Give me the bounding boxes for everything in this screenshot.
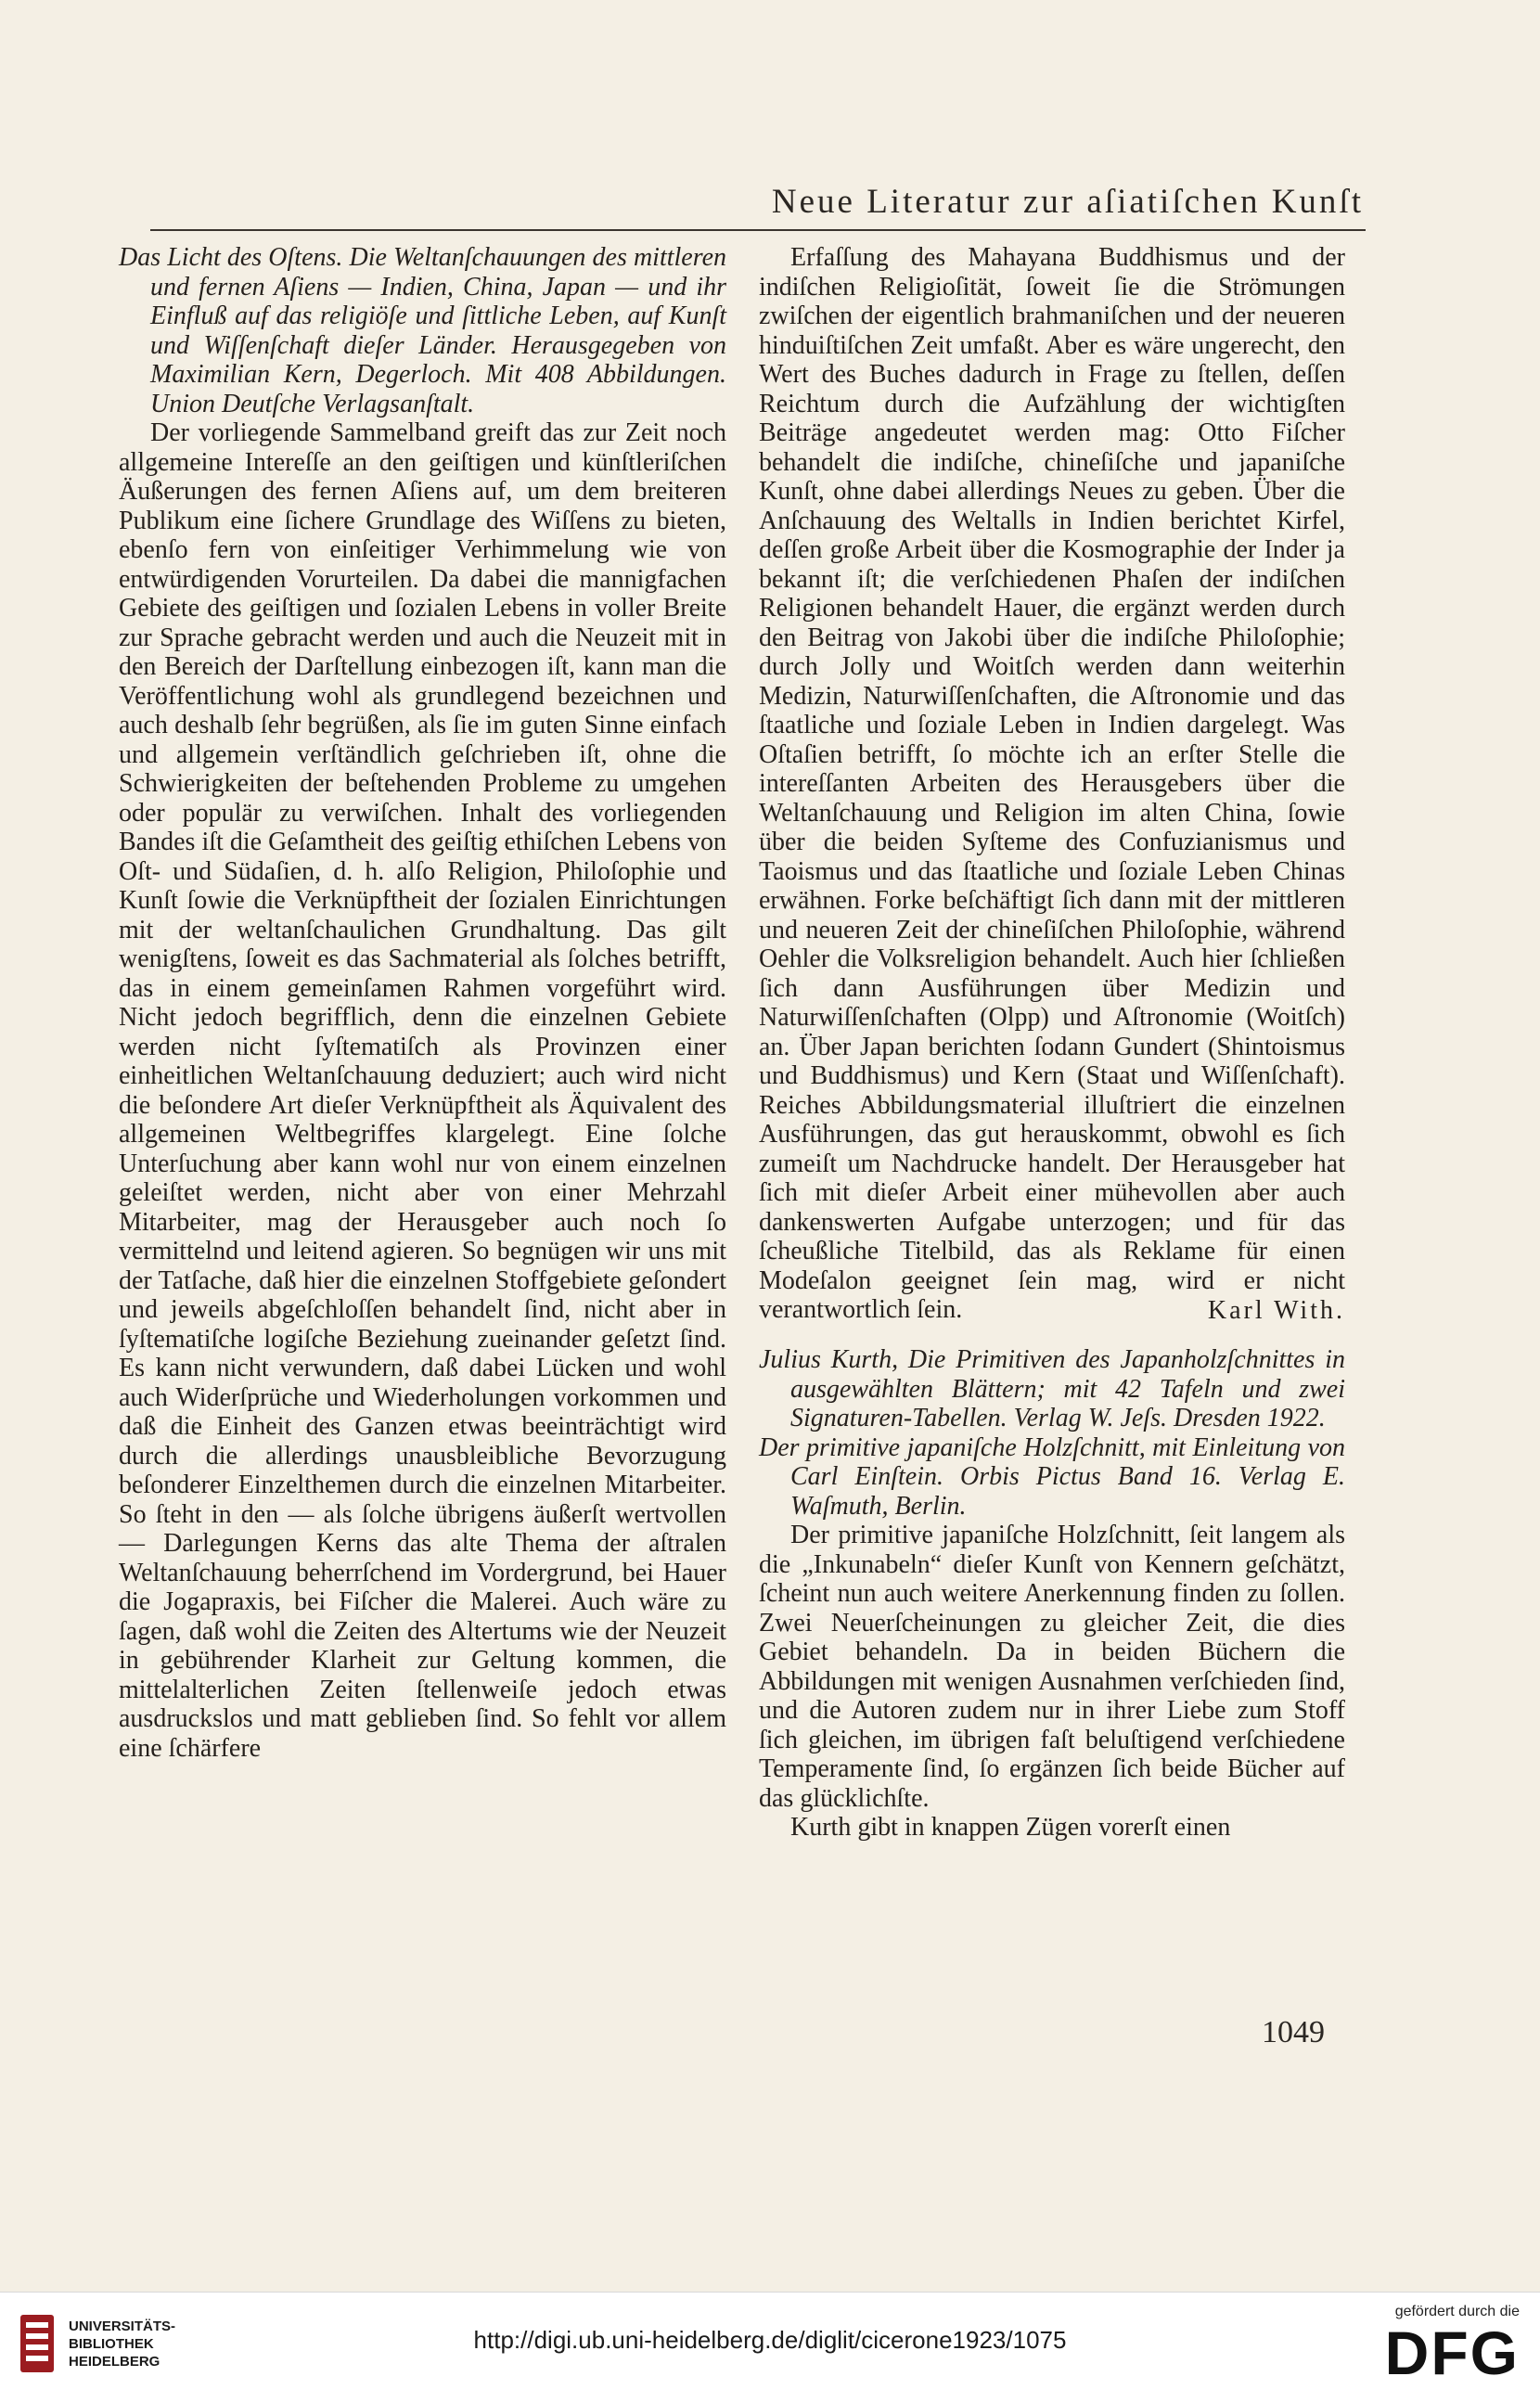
library-name: UNIVERSITÄTS- BIBLIOTHEK HEIDELBERG (69, 2318, 176, 2370)
permalink-url[interactable]: http://digi.ub.uni-heidelberg.de/diglit/cicerone1923/1075 (473, 2326, 1067, 2354)
running-head: Neue Literatur zur aſiatiſchen Kunſt (771, 183, 1364, 221)
page-number: 1049 (1262, 2015, 1325, 2049)
header-rule (150, 229, 1366, 231)
review-body-kurth: Kurth gibt in knappen Zügen vorerſt einen (790, 1813, 1231, 1842)
review-entry-heading-einstein: Der primitive japaniſche Holzſchnitt, mit Einleitung von Carl Einſtein. Orbis Pictus Band 16. Verlag E. Waſmuth, Berlin. (759, 1432, 1345, 1521)
left-column (119, 243, 726, 1763)
dfg-logo[interactable]: DFG (1384, 2319, 1520, 2387)
digitization-footer (0, 2292, 1540, 2402)
review-body-woodcut: Der primitive japaniſche Holzſchnitt, ſeit langem als die „Inkunabeln“ dieſer Kunſt von Kennern geſchätzt, ſcheint nun auch weitere Anerkennung finden zu ſollen. Zwei Neuerſcheinungen zu gleicher Zeit, die dies Gebiet behandeln. Da in beiden Büchern die Abbildungen mit wenigen Ausnahmen verſchieden ſind, und die Autoren zudem nur in ihrer Liebe zum Stoff ſich gleichen, im übrigen faſt beluſtigend verſchiedene Temperamente ſind, ſo ergänzen ſich beide Bücher auf das glücklichſte. (759, 1521, 1345, 1813)
review-entry-heading: Das Licht des Oſtens. Die Weltanſchauungen des mittleren und fernen Aſiens — Indien, China, Japan — und ihr Einfluß auf das religiöſe und ſittliche Leben, auf Kunſt und Wiſſenſchaft dieſer Länder. Herausgegeben von Maximilian Kern, Degerloch. Mit 408 Abbildungen. Union Deutſche Verlagsanſtalt. (119, 243, 726, 418)
reviewer-signature: Karl With. (1207, 1295, 1345, 1325)
section-gap (759, 1325, 1345, 1345)
review-body-continued: Erfaſſung des Mahayana Buddhismus und der indiſchen Religioſität, ſoweit ſie die Strömungen zwiſchen der eigentlich brahmaniſchen und der neueren hinduiſtiſchen Zeit umfaßt. Aber es wäre ungerecht, den Wert des Buches dadurch in Frage zu ſtellen, deſſen Reichtum durch die Aufzählung der wichtigſten Beiträge angedeutet werden mag: Otto Fiſcher behandelt die indiſche, chineſiſche und japaniſche Kunſt, ohne dabei allerdings Neues zu geben. Über die Anſchauung des Weltalls in Indien berichtet Kirfel, deſſen große Arbeit über die Kosmographie der Inder ja bekannt iſt; die verſchiedenen Phaſen der indiſchen Religionen behandelt Hauer, die ergänzt werden durch den Beitrag von Jakobi über die indiſche Philoſophie; durch Jolly und Woitſch werden dann weiterhin Medizin, Naturwiſſenſchaften, die Aſtronomie und das ſtaatliche und ſoziale Leben in Indien dargelegt. Was Oſtaſien betrifft, ſo möchte ich an erſter Stelle die intereſſanten Arbeiten des Herausgebers über die Weltanſchauung und Religion im alten China, ſowie über die beiden Syſteme des Confuzianismus und Taoismus und das ſtaatliche und ſoziale Leben Chinas erwähnen. Forke beſchäftigt ſich dann mit der mittleren und neueren Zeit der chineſiſchen Philoſophie, während Oehler die Volksreligion behandelt. Auch hier ſchließen ſich dann Ausführungen über Medizin und Naturwiſſenſchaften (Olpp) und Aſtronomie (Woitſch) an. Über Japan berichten ſodann Gundert (Shintoismus und Buddhismus) und Kern (Staat und Wiſſenſchaft). Reiches Abbildungsmaterial illuſtriert die einzelnen Ausführungen, das gut herauskommt, obwohl es ſich zumeiſt um Nachdrucke handelt. Der Herausgeber hat ſich mit dieſer Arbeit einer mühevollen aber auch dankenswerten Aufgabe unterzogen; und für das ſcheußliche Titelbild, das als Reklame für einen Modeſalon geeignet ſein mag, wird er nicht verantwortlich ſein. (759, 243, 1345, 1324)
university-seal-icon (17, 2311, 58, 2376)
review-entry-heading-kurth: Julius Kurth, Die Primitiven des Japanholzſchnittes in ausgewählten Blättern; mit 42 Tafeln und zwei Signaturen-Tabellen. Verlag W. Jeſs. Dresden 1922. (759, 1345, 1345, 1432)
review-body: Der vorliegende Sammelband greift das zur Zeit noch allgemeine Intereſſe an den geiſtigen und künſtleriſchen Äußerungen des fernen Aſiens auf, um dem breiteren Publikum eine ſichere Grundlage des Wiſſens zu bieten, ebenſo fern von einſeitiger Verhimmelung wie von entwürdigenden Vorurteilen. Da dabei die mannigfachen Gebiete des geiſtigen und ſozialen Lebens in voller Breite zur Sprache gebracht werden und auch die Neuzeit mit in den Bereich der Darſtellung einbezogen iſt, kann man die Veröffentlichung wohl als grundlegend bezeichnen und auch deshalb ſehr begrüßen, als ſie im guten Sinne einfach und allgemein verſtändlich geſchrieben iſt, ohne die Schwierigkeiten der beſtehenden Probleme zu umgehen oder populär zu verwiſchen. Inhalt des vorliegenden Bandes iſt die Geſamtheit des geiſtig ethiſchen Lebens von Oſt- und Südaſien, d. h. alſo Religion, Philoſophie und Kunſt ſowie die Verknüpftheit der ſozialen Einrichtungen mit der weltanſchaulichen Grundhaltung. Das gilt wenigſtens, ſoweit es das Sachmaterial als ſolches betrifft, das in einem gemeinſamen Rahmen vorgeführt wird. Nicht jedoch begrifflich, denn die einzelnen Gebiete werden nicht ſyſtematiſch als Provinzen einer einheitlichen Weltanſchauung deduziert; auch wird nicht die beſondere Art dieſer Verknüpftheit als Äquivalent des allgemeinen Weltbegriffes klargelegt. Eine ſolche Unterſuchung aber kann wohl nur von einem einzelnen geleiſtet werden, nicht aber von einer Mehrzahl Mitarbeiter, mag der Herausgeber auch noch ſo vermittelnd und leitend agieren. So begnügen wir uns mit der Tatſache, daß hier die einzelnen Stoffgebiete geſondert und jeweils abgeſchloſſen behandelt ſind, nicht aber in ſyſtematiſche logiſche Beziehung zueinander geſetzt ſind. Es kann nicht verwundern, daß dabei Lücken und wohl auch Widerſprüche und Wiederholungen vorkommen und daß die Einheit des Ganzen etwas beeinträchtigt wird durch die allerdings unausbleibliche Bevorzugung beſonderer Einzelthemen durch die einzelnen Mitarbeiter. So ſteht in den — als ſolche übrigens äußerſt wertvollen — Darlegungen Kerns das alte Thema der aſtralen Weltanſchauung beherrſchend im Vordergrund, bei Hauer die Jogapraxis, bei Fiſcher die Malerei. Auch wäre zu ſagen, daß wohl die Zeiten des Altertums wie der Neuzeit in gebührender Klarheit zur Geltung kommen, die mittelalterlichen Zeiten ſtellenweiſe jedoch etwas ausdruckslos und matt geblieben ſind. So fehlt vor allem eine ſchärfere (119, 418, 726, 1763)
funding-credit (1385, 2304, 1520, 2385)
library-logo (17, 2311, 175, 2376)
funding-label: gefördert durch die (1394, 2304, 1520, 2319)
right-column (759, 243, 1345, 1843)
